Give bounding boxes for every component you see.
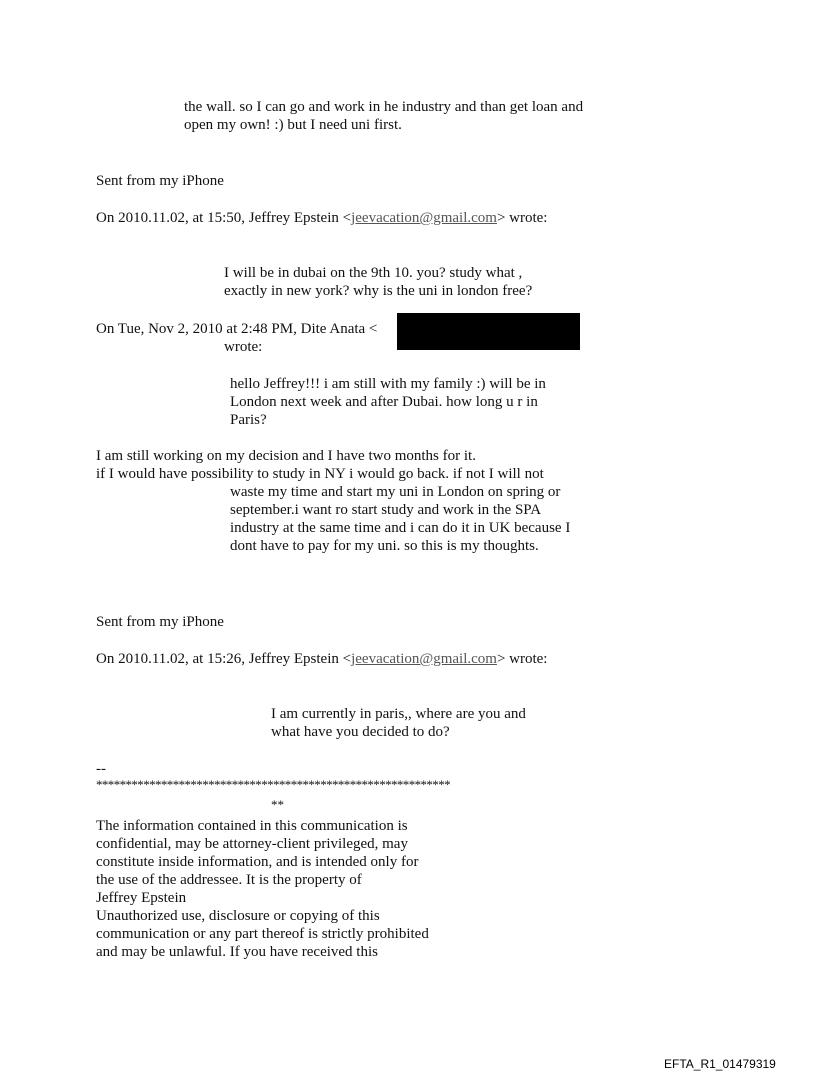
bates-number: EFTA_R1_01479319	[664, 1057, 776, 1071]
header-suffix: > wrote:	[496, 210, 548, 226]
reply-header	[96, 209, 547, 227]
body-text-line: dont have to pay for my uni. so this is my thoughts.	[230, 538, 539, 554]
reply-header-wrote: wrote:	[224, 339, 263, 355]
body-text-line: I am still working on my decision and I have two months for it.	[96, 448, 476, 464]
disclaimer-line: the use of the addressee. It is the property of	[96, 872, 362, 888]
body-text-line: if I would have possibility to study in NY i would go back. if not I will not	[96, 466, 544, 482]
quoted-text-line: Paris?	[230, 412, 267, 428]
signature-separator: --	[96, 761, 106, 777]
sent-from-signature: Sent from my iPhone	[96, 173, 224, 189]
body-text-line: waste my time and start my uni in London on spring or	[230, 484, 561, 500]
email-link[interactable]: jeevacation@gmail.com	[351, 651, 497, 667]
quoted-text-line: I will be in dubai on the 9th 10. you? study what ,	[224, 265, 523, 281]
email-link[interactable]: jeevacation@gmail.com	[351, 210, 497, 226]
quoted-text-line: open my own! :) but I need uni first.	[184, 117, 402, 133]
body-text-line: september.i want ro start study and work in the SPA	[230, 502, 542, 518]
quoted-text-line: hello Jeffrey!!! i am still with my family :) will be in	[230, 376, 546, 392]
sent-from-signature: Sent from my iPhone	[96, 614, 224, 630]
reply-header	[96, 650, 547, 668]
redaction-box	[397, 313, 580, 350]
asterisk-divider: **	[271, 797, 284, 812]
quoted-text-line: I am currently in paris,, where are you and	[271, 706, 526, 722]
disclaimer-line: constitute inside information, and is intended only for	[96, 854, 419, 870]
quoted-text-line: what have you decided to do?	[271, 724, 450, 740]
reply-header: On Tue, Nov 2, 2010 at 2:48 PM, Dite Anata <	[96, 321, 378, 337]
disclaimer-line: The information contained in this communication is	[96, 818, 408, 834]
body-text-line: industry at the same time and i can do it in UK because I	[230, 520, 571, 536]
header-prefix: On 2010.11.02, at 15:50, Jeffrey Epstein <	[96, 210, 352, 226]
asterisk-divider: ************************************************************	[96, 777, 451, 792]
quoted-text-line: the wall. so I can go and work in he industry and than get loan and	[184, 99, 584, 115]
disclaimer-line: communication or any part thereof is strictly prohibited	[96, 926, 429, 942]
disclaimer-line: Unauthorized use, disclosure or copying of this	[96, 908, 380, 924]
header-prefix: On 2010.11.02, at 15:26, Jeffrey Epstein <	[96, 651, 352, 667]
disclaimer-line: and may be unlawful. If you have received this	[96, 944, 378, 960]
quoted-text-line: exactly in new york? why is the uni in london free?	[224, 283, 533, 299]
quoted-text-line: London next week and after Dubai. how long u r in	[230, 394, 538, 410]
disclaimer-line: Jeffrey Epstein	[96, 890, 187, 906]
header-suffix: > wrote:	[496, 651, 548, 667]
disclaimer-line: confidential, may be attorney-client privileged, may	[96, 836, 408, 852]
